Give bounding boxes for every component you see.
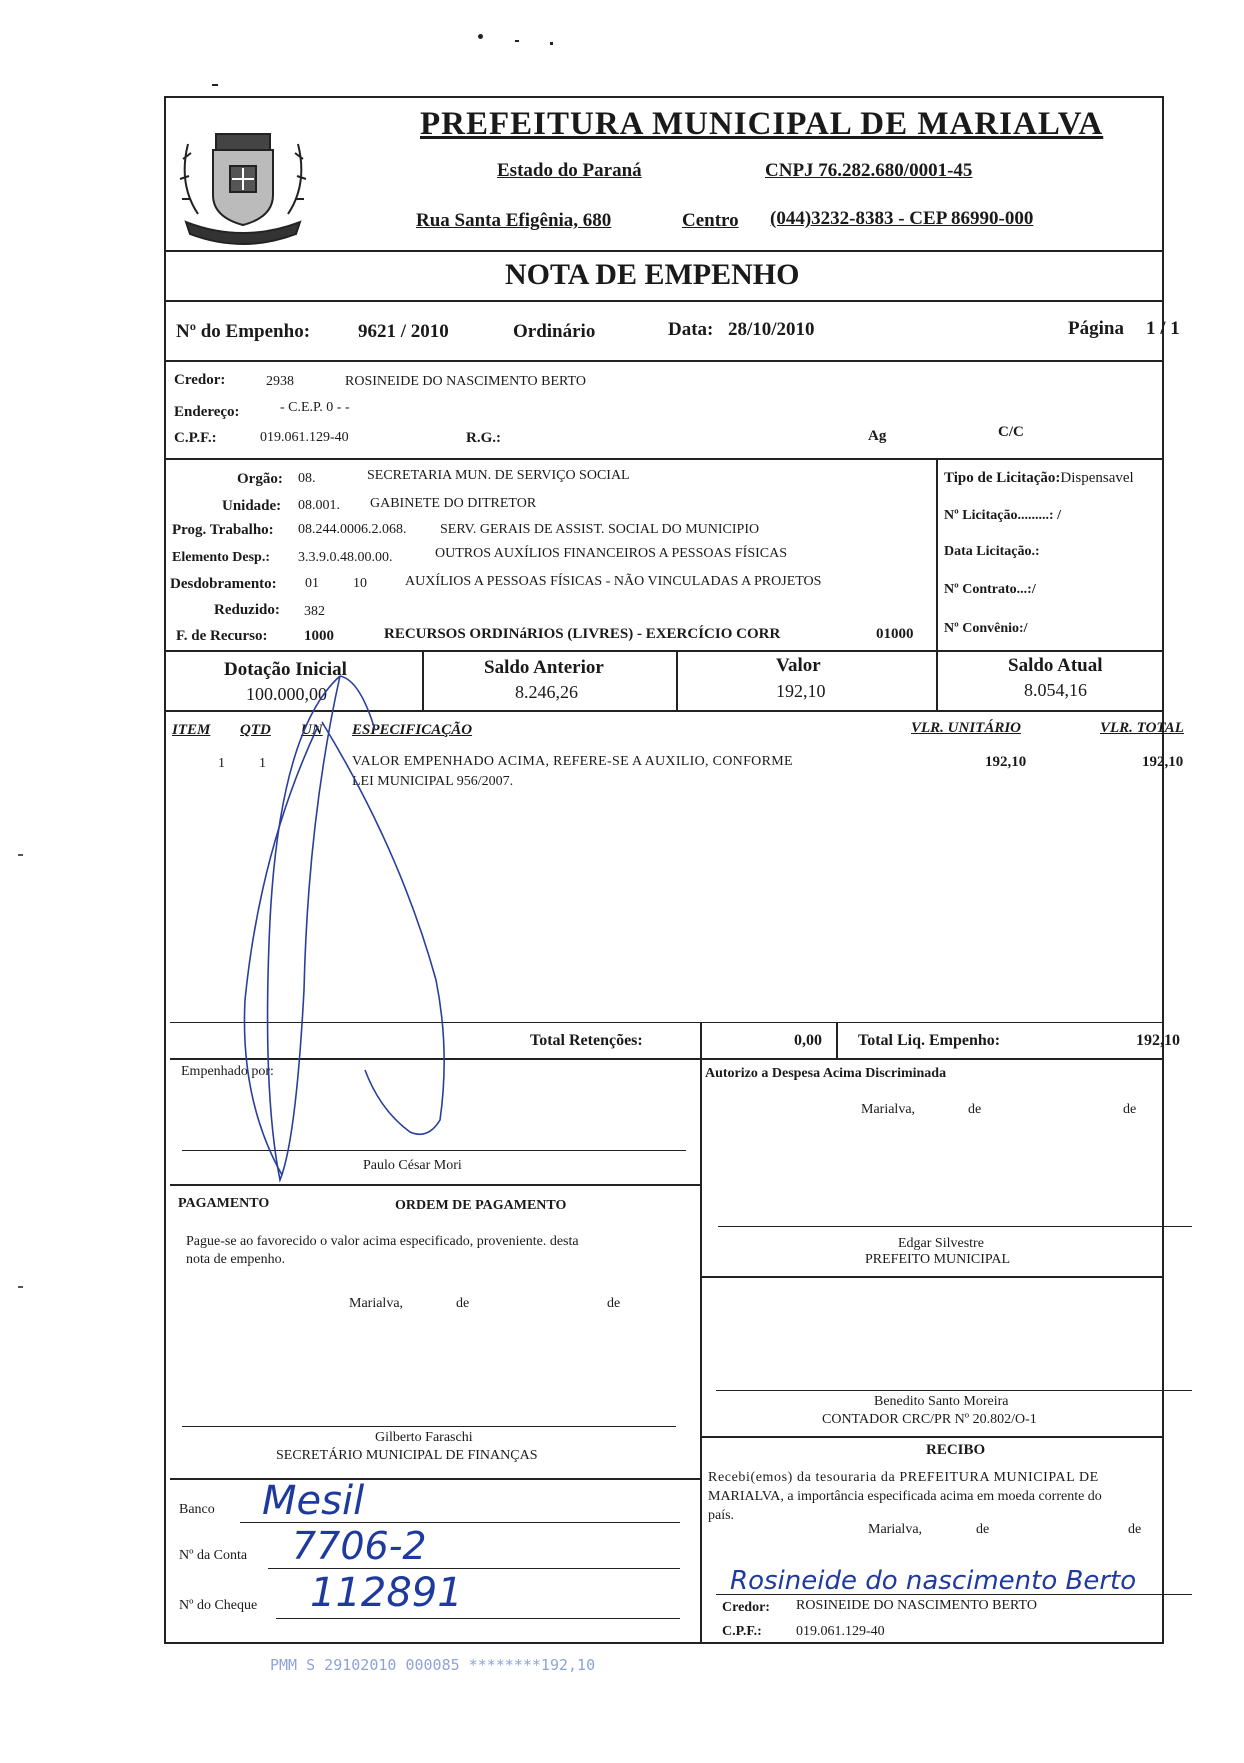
banco-value: Mesil <box>262 1478 365 1524</box>
scan-speck <box>515 40 519 42</box>
reduzido-label: Reduzido: <box>214 602 280 618</box>
orgao-desc: SECRETARIA MUN. DE SERVIÇO SOCIAL <box>367 468 630 483</box>
recibo-title: RECIBO <box>926 1442 986 1458</box>
pagamento-de2: de <box>607 1296 621 1311</box>
retencoes-value: 0,00 <box>794 1032 822 1049</box>
recibo-text-line1: Recebi(emos) da tesouraria da PREFEITURA MUNICIPAL DE <box>708 1470 1099 1485</box>
recibo-credor-label: Credor: <box>722 1600 770 1615</box>
pagamento-label: PAGAMENTO <box>178 1196 270 1211</box>
retencoes-label: Total Retenções: <box>530 1032 643 1049</box>
district: Centro <box>682 210 739 231</box>
recibo-cpf-value: 019.061.129-40 <box>796 1624 885 1639</box>
elemento-code: 3.3.9.0.48.00.00. <box>298 550 393 565</box>
cpf-label: C.P.F.: <box>174 430 217 446</box>
prog-code: 08.244.0006.2.068. <box>298 522 407 537</box>
empenho-signature-stroke <box>200 670 460 1190</box>
item-espec-line1: VALOR EMPENHADO ACIMA, REFERE-SE A AUXILIO, CONFORME <box>352 754 793 769</box>
mechanical-stamp: PMM S 29102010 000085 ********192,10 <box>270 1656 596 1674</box>
credor-signature: Rosineide do nascimento Berto <box>730 1566 1137 1596</box>
endereco-label: Endereço: <box>174 404 240 420</box>
secretario-name: Gilberto Faraschi <box>375 1430 473 1445</box>
saldo-atual-label: Saldo Atual <box>1008 655 1103 676</box>
cc-label: C/C <box>998 424 1024 440</box>
scan-speck <box>478 34 483 39</box>
reduzido-value: 382 <box>304 604 325 619</box>
rg-label: R.G.: <box>466 430 501 446</box>
recurso-desc: RECURSOS ORDINáRIOS (LIVRES) - EXERCÍCIO CORR <box>384 626 781 642</box>
orgao-code: 08. <box>298 471 316 486</box>
empenhado-label: Empenhado por: <box>181 1064 274 1079</box>
pagamento-de1: de <box>456 1296 470 1311</box>
recibo-de1: de <box>976 1522 990 1537</box>
conta-label: Nº da Conta <box>179 1548 248 1563</box>
recibo-de2: de <box>1128 1522 1142 1537</box>
autorizo-title: Autorizo a Despesa Acima Discriminada <box>705 1066 947 1081</box>
col-vlr-unitario: VLR. UNITÁRIO <box>911 720 1022 736</box>
cnpj: CNPJ 76.282.680/0001-45 <box>765 160 973 181</box>
pagamento-city: Marialva, <box>349 1296 404 1311</box>
recibo-text-line2: MARIALVA, a importância especificada acima em moeda corrente do <box>708 1489 1102 1504</box>
desdobramento-label: Desdobramento: <box>170 576 277 592</box>
unidade-label: Unidade: <box>222 498 282 514</box>
secretario-role: SECRETÁRIO MUNICIPAL DE FINANÇAS <box>276 1448 538 1463</box>
item-vlr-total: 192,10 <box>1142 754 1184 770</box>
unidade-code: 08.001. <box>298 498 340 513</box>
page-label: Página <box>1068 318 1124 339</box>
recurso-code2: 01000 <box>876 626 914 642</box>
recibo-cpf-label: C.P.F.: <box>722 1624 762 1639</box>
total-liq-value: 192,10 <box>1136 1032 1180 1049</box>
state-name: Estado do Paraná <box>497 160 642 181</box>
empenho-number: 9621 / 2010 <box>358 321 449 342</box>
autorizo-de1: de <box>968 1102 982 1117</box>
licitacao-tipo <box>944 470 1134 487</box>
autorizo-de2: de <box>1123 1102 1137 1117</box>
valor-value: 192,10 <box>776 681 826 701</box>
item-espec-line2: LEI MUNICIPAL 956/2007. <box>352 774 514 789</box>
empenho-number-label: Nº do Empenho: <box>176 321 311 342</box>
prefeito-name: Edgar Silvestre <box>898 1236 984 1251</box>
desdobramento-desc: AUXÍLIOS A PESSOAS FÍSICAS - NÃO VINCULADAS A PROJETOS <box>405 574 822 589</box>
page-value: 1 / 1 <box>1146 318 1180 339</box>
cpf-value: 019.061.129-40 <box>260 430 349 445</box>
credor-label: Credor: <box>174 372 226 388</box>
prog-label: Prog. Trabalho: <box>172 522 274 538</box>
recurso-code: 1000 <box>304 628 334 644</box>
scan-speck <box>550 42 553 45</box>
ag-label: Ag <box>868 428 887 444</box>
col-item: ITEM <box>172 722 211 738</box>
valor-label: Valor <box>776 655 821 676</box>
item-number: 1 <box>218 756 225 771</box>
licitacao-tipo-label: Tipo de Licitação: <box>944 470 1061 486</box>
total-liq-label: Total Liq. Empenho: <box>858 1032 1001 1049</box>
scan-speck <box>18 1286 23 1288</box>
coat-of-arms-logo <box>168 104 318 254</box>
elemento-desc: OUTROS AUXÍLIOS FINANCEIROS A PESSOAS FÍSICAS <box>435 546 788 561</box>
saldo-anterior-label: Saldo Anterior <box>484 657 604 678</box>
pagamento-text-line2: nota de empenho. <box>186 1252 286 1267</box>
licitacao-tipo-value: Dispensavel <box>1060 470 1134 486</box>
recibo-text-line3: país. <box>708 1508 735 1523</box>
scan-speck <box>18 854 23 856</box>
contador-name: Benedito Santo Moreira <box>874 1394 1009 1409</box>
banco-label: Banco <box>179 1502 215 1517</box>
pagamento-text-line1: Pague-se ao favorecido o valor acima especificado, proveniente. desta <box>186 1234 579 1249</box>
recibo-credor-name: ROSINEIDE DO NASCIMENTO BERTO <box>796 1598 1037 1613</box>
elemento-label: Elemento Desp.: <box>172 550 270 565</box>
conta-value: 7706-2 <box>292 1524 427 1568</box>
credor-name: ROSINEIDE DO NASCIMENTO BERTO <box>345 374 586 389</box>
credor-code: 2938 <box>266 374 294 389</box>
address: Rua Santa Efigênia, 680 <box>416 210 612 231</box>
date-label: Data: <box>668 319 714 340</box>
form-title: NOTA DE EMPENHO <box>505 258 800 291</box>
scan-speck <box>212 84 218 86</box>
empenho-type: Ordinário <box>513 321 596 342</box>
licitacao-numero: Nº Licitação.........: / <box>944 508 1061 523</box>
desdobramento-code1: 01 <box>305 576 319 591</box>
saldo-anterior-value: 8.246,26 <box>515 682 578 702</box>
col-vlr-total: VLR. TOTAL <box>1100 720 1184 736</box>
endereco-value: - C.E.P. 0 - - <box>280 400 350 415</box>
date-value: 28/10/2010 <box>728 319 815 340</box>
org-name: PREFEITURA MUNICIPAL DE MARIALVA <box>420 106 1104 142</box>
phone-cep: (044)3232-8383 - CEP 86990-000 <box>770 208 1034 229</box>
ordem-pagamento-title: ORDEM DE PAGAMENTO <box>395 1198 567 1213</box>
empenhado-signer: Paulo César Mori <box>363 1158 462 1173</box>
autorizo-city: Marialva, <box>861 1102 916 1117</box>
licitacao-data: Data Licitação.: <box>944 544 1040 559</box>
prefeito-role: PREFEITO MUNICIPAL <box>865 1252 1011 1267</box>
contrato-number: Nº Contrato...:/ <box>944 582 1036 597</box>
cheque-value: 112891 <box>310 1570 463 1616</box>
recurso-label: F. de Recurso: <box>176 628 268 644</box>
item-vlr-unitario: 192,10 <box>985 754 1027 770</box>
orgao-label: Orgão: <box>237 471 283 487</box>
item-qtd: 1 <box>259 756 266 771</box>
col-especificacao: ESPECIFICAÇÃO <box>352 722 473 738</box>
saldo-atual-value: 8.054,16 <box>1024 680 1087 700</box>
prog-desc: SERV. GERAIS DE ASSIST. SOCIAL DO MUNICIPIO <box>440 522 760 537</box>
convenio-number: Nº Convênio:/ <box>944 621 1028 636</box>
contador-role: CONTADOR CRC/PR Nº 20.802/O-1 <box>822 1412 1037 1427</box>
col-un: UN <box>301 722 323 738</box>
desdobramento-code2: 10 <box>353 576 367 591</box>
col-qtd: QTD <box>240 722 271 738</box>
dotacao-value: 100.000,00 <box>246 684 327 704</box>
unidade-desc: GABINETE DO DITRETOR <box>370 496 537 511</box>
dotacao-label: Dotação Inicial <box>224 659 347 680</box>
cheque-label: Nº do Cheque <box>179 1598 258 1613</box>
recibo-city: Marialva, <box>868 1522 923 1537</box>
